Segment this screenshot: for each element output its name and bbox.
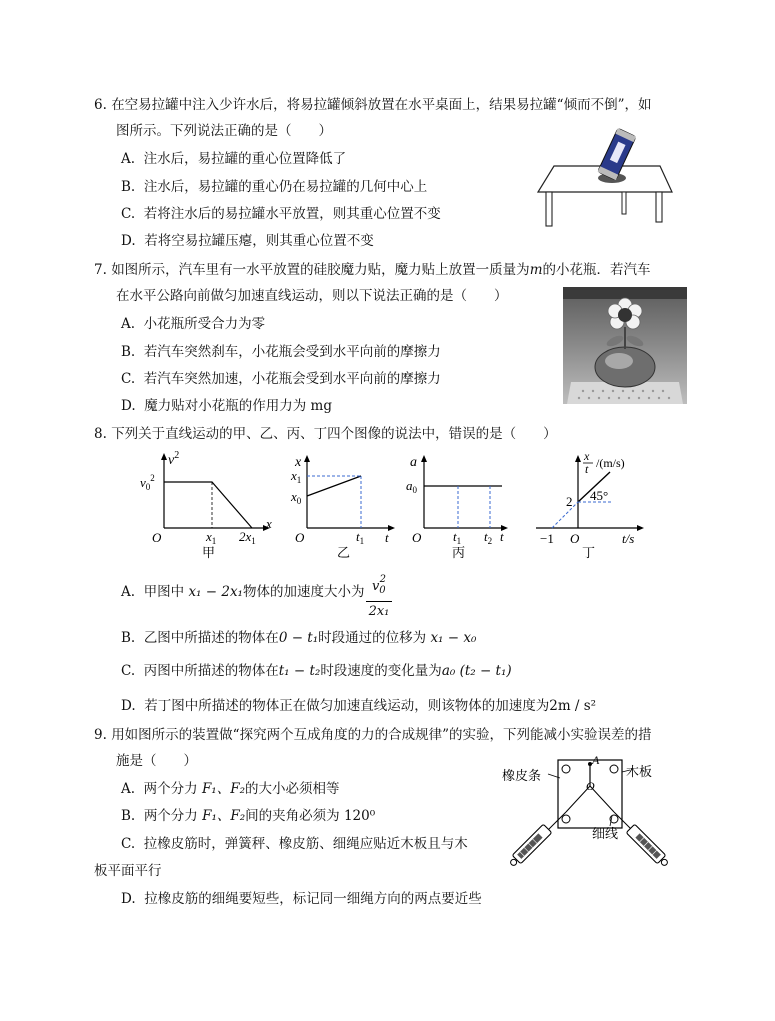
q6-option-a[interactable]: A. 注水后，易拉罐的重心位置降低了 (121, 151, 347, 167)
yi-x-label: t (385, 530, 389, 545)
jia-x-label: x (266, 516, 272, 531)
force-experiment-figure (500, 752, 676, 870)
q9-number: 9. (94, 727, 107, 743)
rubber-band-label: 橡皮条 (502, 768, 542, 783)
q7-option-c[interactable]: C. 若汽车突然加速，小花瓶会受到水平向前的摩擦力 (121, 371, 441, 387)
jia-x2-tick: $2x_1$ (239, 529, 256, 546)
q9-stem-line1: 9. 用如图所示的装置做“探究两个互成角度的力的合成规律”的实验，下列能减小实验误差的措 (94, 727, 652, 743)
q6-stem-line2: 图所示。下列说法正确的是（ ） (116, 123, 332, 139)
yi-t1-tick: $t_1$ (356, 529, 365, 546)
q7-option-d[interactable]: D. 魔力贴对小花瓶的作用力为 mg (121, 398, 332, 414)
graph-bing (406, 448, 516, 566)
graph-jia (140, 448, 278, 566)
q6-stem: 在空易拉罐中注入少许水后，将易拉罐倾斜放置在水平桌面上，结果易拉罐“倾而不倒”，如 (111, 97, 652, 113)
jia-caption: 甲 (202, 545, 216, 560)
ding-y-tick: 2 (566, 494, 573, 509)
flower-vase-photo (563, 287, 687, 404)
bing-t2-tick: $t_2$ (484, 529, 493, 546)
jia-x1-tick: $x_1$ (206, 529, 217, 546)
ding-x-neg-tick: −1 (540, 531, 554, 546)
q6-option-c[interactable]: C. 若将注水后的易拉罐水平放置，则其重心位置不变 (121, 206, 441, 222)
can-on-table-figure (532, 128, 677, 228)
ding-origin: O (570, 531, 580, 546)
q6-stem-line1 (94, 96, 652, 114)
bing-caption: 丙 (452, 545, 466, 560)
bing-x-label: t (500, 529, 504, 544)
ding-y-label-unit: /(m/s) (596, 456, 625, 470)
q7-option-b[interactable]: B. 若汽车突然刹车，小花瓶会受到水平向前的摩擦力 (121, 344, 441, 360)
q7-stem-line2: 在水平公路向前做匀加速直线运动，则以下说法正确的是（ ） (116, 288, 508, 304)
q8-option-b[interactable]: B. 乙图中所描述的物体在0 − t₁时段通过的位移为 x₁ − x₀ (121, 630, 477, 646)
q9-option-c-line2: 板平面平行 (94, 863, 162, 879)
point-o-label: O (586, 779, 595, 793)
bing-y-label: a (410, 455, 417, 470)
jia-y-label: $v^2$ (168, 450, 180, 468)
yi-caption: 乙 (337, 545, 351, 560)
q9-stem-line2: 施是（ ） (116, 753, 197, 769)
graph-yi (289, 448, 399, 566)
q9-option-d[interactable]: D. 拉橡皮筋的细绳要短些，标记同一细绳方向的两点要近些 (121, 891, 482, 907)
ding-y-label-den: t (585, 462, 589, 476)
board-label: 木板 (626, 764, 653, 779)
q7-stem-line1: 7. 如图所示，汽车里有一水平放置的硅胶魔力贴，魔力贴上放置一质量为m的小花瓶．若汽车 (94, 262, 651, 278)
yi-y-label: x (295, 455, 302, 470)
q6-option-b[interactable]: B. 注水后，易拉罐的重心仍在易拉罐的几何中心上 (121, 179, 428, 195)
bing-t1-tick: $t_1$ (453, 529, 462, 546)
ding-caption: 丁 (582, 545, 596, 560)
yi-x0-tick: $x_0$ (291, 489, 302, 506)
q8-option-c[interactable]: C. 丙图中所描述的物体在t₁ − t₂时段速度的变化量为a₀ (t₂ − t₁) (121, 663, 512, 679)
q9-option-a[interactable]: A. 两个分力 F₁、F₂的大小必须相等 (121, 781, 340, 797)
q6-number: 6. (94, 97, 107, 113)
ding-angle-label: 45° (590, 488, 609, 503)
q9-option-c[interactable]: C. 拉橡皮筋时，弹簧秤、橡皮筋、细绳应贴近木板且与木 (121, 836, 468, 852)
q7-number: 7. (94, 262, 107, 278)
graph-ding (530, 448, 665, 566)
bing-origin: O (412, 530, 422, 545)
q8-option-a-fraction: $v_0^2$ 2x₁ (364, 571, 394, 615)
q8-stem-line: 8. 下列关于直线运动的甲、乙、丙、丁四个图像的说法中，错误的是（ ） (94, 426, 557, 442)
q8-option-a[interactable]: A. 甲图中 x₁ − 2x₁物体的加速度大小为 (121, 584, 365, 600)
yi-origin: O (295, 530, 305, 545)
jia-y-tick: $v_0^2$ (140, 473, 155, 492)
q8-option-d[interactable]: D. 若丁图中所描述的物体正在做匀加速直线运动，则该物体的加速度为2m / s² (121, 698, 597, 714)
string-label: 细线 (592, 826, 619, 841)
bing-a0-tick: $a_0$ (406, 478, 417, 495)
jia-origin: O (152, 530, 162, 545)
q7-option-a[interactable]: A. 小花瓶所受合力为零 (121, 316, 266, 332)
q6-option-d[interactable]: D. 若将空易拉罐压瘪，则其重心位置不变 (121, 233, 374, 249)
yi-x1-tick: $x_1$ (291, 468, 302, 485)
q9-option-b[interactable]: B. 两个分力 F₁、F₂间的夹角必须为 120⁰ (121, 808, 376, 824)
point-a-label: A (592, 753, 600, 767)
q8-number: 8. (94, 426, 107, 442)
ding-y-label-num: x (584, 449, 590, 463)
ding-x-label: t/s (622, 531, 635, 546)
